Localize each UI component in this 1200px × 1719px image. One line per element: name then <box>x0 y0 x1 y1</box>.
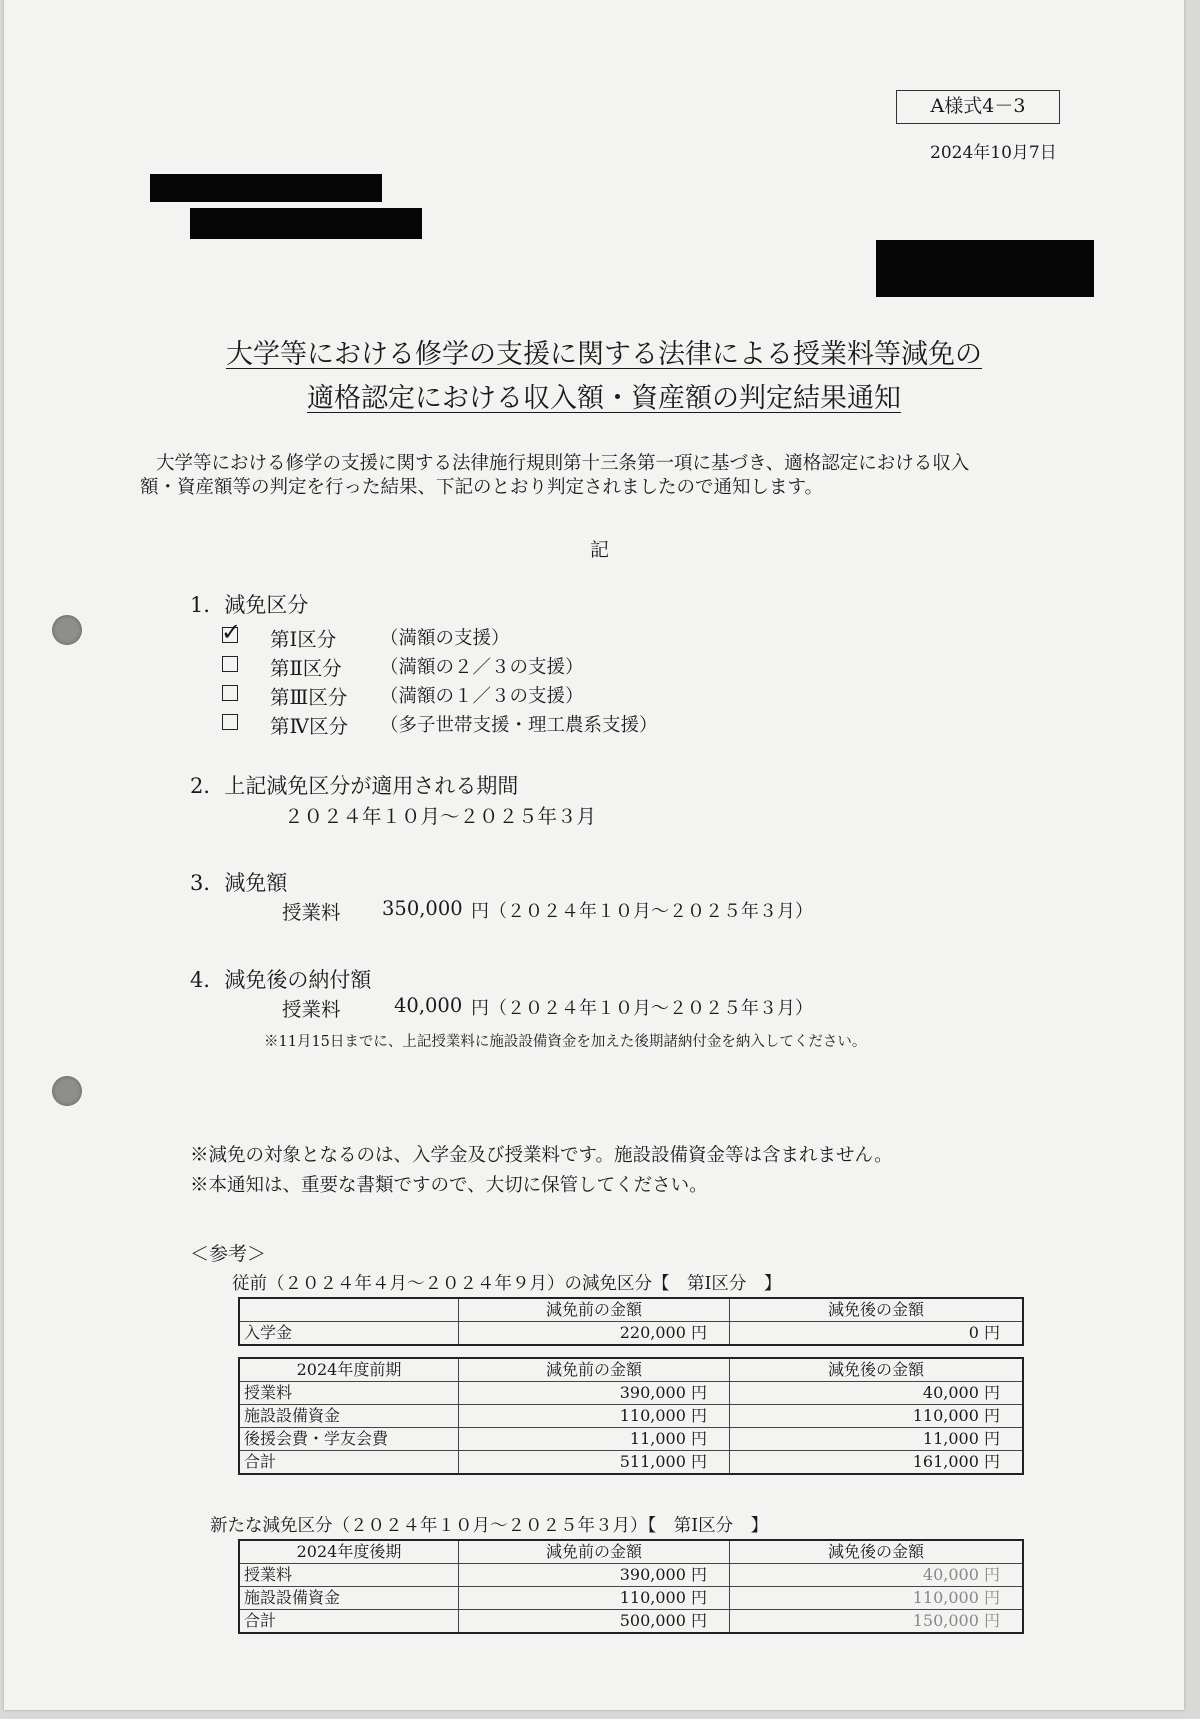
table-row <box>239 1405 1023 1428</box>
table-cell: 後援会費・学友会費 <box>239 1428 459 1451</box>
table-cell: 110,000 円 <box>730 1405 1024 1428</box>
intro-line-1: 大学等における修学の支援に関する法律施行規則第十三条第一項に基づき、適格認定における収入 <box>156 453 970 474</box>
section4-unit-period: 円（２０２４年１０月～２０２５年３月） <box>471 998 813 1019</box>
form-number-box: A様式4－3 <box>896 90 1060 124</box>
section3-amount: 350,000 <box>382 897 463 920</box>
previous-category-caption: 従前（２０２４年４月～２０２４年９月）の減免区分【 第Ⅰ区分 】 <box>232 1274 782 1294</box>
table-cell: 110,000 円 <box>730 1587 1024 1610</box>
table-cell: 110,000 円 <box>459 1405 730 1428</box>
table-header-row <box>239 1358 1023 1382</box>
section1-heading: 1．減免区分 <box>190 593 309 617</box>
redacted-recipient-line1 <box>150 174 382 202</box>
table-header-cell: 2024年度後期 <box>239 1540 459 1564</box>
table-cell: 220,000 円 <box>459 1322 730 1346</box>
category-option-label: 第Ⅲ区分 <box>270 686 348 709</box>
admission-fee-table <box>238 1297 1024 1346</box>
section3-unit-period: 円（２０２４年１０月～２０２５年３月） <box>471 901 813 922</box>
table-row <box>239 1451 1023 1475</box>
issue-date: 2024年10月7日 <box>930 143 1057 163</box>
table-cell: 500,000 円 <box>459 1610 730 1634</box>
table-cell: 390,000 円 <box>459 1564 730 1587</box>
table-row <box>239 1587 1023 1610</box>
intro-line-2: 額・資産額等の判定を行った結果、下記のとおり判定されましたので通知します。 <box>140 477 824 498</box>
table-header-cell: 減免前の金額 <box>459 1298 730 1322</box>
first-half-fee-table <box>238 1357 1024 1475</box>
category-checkbox[interactable] <box>222 714 238 730</box>
table-row <box>239 1322 1023 1346</box>
table-cell: 390,000 円 <box>459 1382 730 1405</box>
category-option-label: 第Ⅳ区分 <box>270 715 348 738</box>
table-row <box>239 1382 1023 1405</box>
table-row <box>239 1610 1023 1634</box>
reference-heading: ＜参考＞ <box>190 1243 267 1265</box>
note-exemption-scope: ※減免の対象となるのは、入学金及び授業料です。施設設備資金等は含まれません。 <box>190 1145 893 1166</box>
table-cell: 511,000 円 <box>459 1451 730 1475</box>
ki-heading: 記 <box>590 539 610 561</box>
category-option-label: 第Ⅱ区分 <box>270 657 342 680</box>
section3-label: 授業料 <box>282 901 341 924</box>
table-cell: 40,000 円 <box>730 1564 1024 1587</box>
category-option-description: （満額の２／３の支援） <box>380 657 584 678</box>
table-cell: 入学金 <box>239 1322 459 1346</box>
category-checkbox[interactable] <box>222 656 238 672</box>
table-header-cell <box>239 1298 459 1322</box>
new-category-caption: 新たな減免区分（２０２４年１０月～２０２５年３月）【 第Ⅰ区分 】 <box>210 1516 769 1536</box>
table-cell: 11,000 円 <box>459 1428 730 1451</box>
table-row <box>239 1564 1023 1587</box>
note-keep-document: ※本通知は、重要な書類ですので、大切に保管してください。 <box>190 1175 708 1196</box>
table-cell: 授業料 <box>239 1382 459 1405</box>
table-header-cell: 減免前の金額 <box>459 1358 730 1382</box>
table-cell: 110,000 円 <box>459 1587 730 1610</box>
redacted-issuer <box>876 240 1094 297</box>
document-page <box>4 0 1184 1710</box>
category-option-description: （多子世帯支援・理工農系支援） <box>380 715 658 736</box>
section4-payment-note: ※11月15日までに、上記授業料に施設設備資金を加えた後期諸納付金を納入してください。 <box>264 1034 867 1050</box>
table-cell: 合計 <box>239 1610 459 1634</box>
table-header-cell: 2024年度前期 <box>239 1358 459 1382</box>
category-checkbox[interactable] <box>222 685 238 701</box>
category-option-description: （満額の１／３の支援） <box>380 686 584 707</box>
table-cell: 150,000 円 <box>730 1610 1024 1634</box>
second-half-fee-table <box>238 1539 1024 1634</box>
checkmark-icon: ✓ <box>221 618 242 646</box>
section2-heading: 2．上記減免区分が適用される期間 <box>190 774 519 798</box>
table-header-cell: 減免前の金額 <box>459 1540 730 1564</box>
application-period: ２０２４年１０月～２０２５年３月 <box>284 805 597 828</box>
title-line-1: 大学等における修学の支援に関する法律による授業料等減免の <box>226 339 982 370</box>
table-header-cell: 減免後の金額 <box>730 1540 1024 1564</box>
redacted-recipient-line2 <box>190 208 422 239</box>
table-cell: 授業料 <box>239 1564 459 1587</box>
section4-amount: 40,000 <box>394 994 463 1017</box>
title-line-2: 適格認定における収入額・資産額の判定結果通知 <box>307 383 901 414</box>
section4-label: 授業料 <box>282 998 341 1021</box>
punch-hole-bottom <box>52 1076 82 1106</box>
table-cell: 40,000 円 <box>730 1382 1024 1405</box>
table-cell: 施設設備資金 <box>239 1587 459 1610</box>
category-option-label: 第Ⅰ区分 <box>270 628 337 651</box>
table-cell: 161,000 円 <box>730 1451 1024 1475</box>
table-cell: 合計 <box>239 1451 459 1475</box>
table-header-cell: 減免後の金額 <box>730 1358 1024 1382</box>
category-option-description: （満額の支援） <box>380 628 510 649</box>
table-row <box>239 1428 1023 1451</box>
section3-heading: 3．減免額 <box>190 871 288 895</box>
table-cell: 0 円 <box>730 1322 1024 1346</box>
table-header-cell: 減免後の金額 <box>730 1298 1024 1322</box>
table-header-row <box>239 1540 1023 1564</box>
section4-heading: 4．減免後の納付額 <box>190 968 372 992</box>
table-header-row <box>239 1298 1023 1322</box>
category-checkbox[interactable] <box>221 618 242 646</box>
table-cell: 施設設備資金 <box>239 1405 459 1428</box>
table-cell: 11,000 円 <box>730 1428 1024 1451</box>
punch-hole-top <box>52 615 82 645</box>
